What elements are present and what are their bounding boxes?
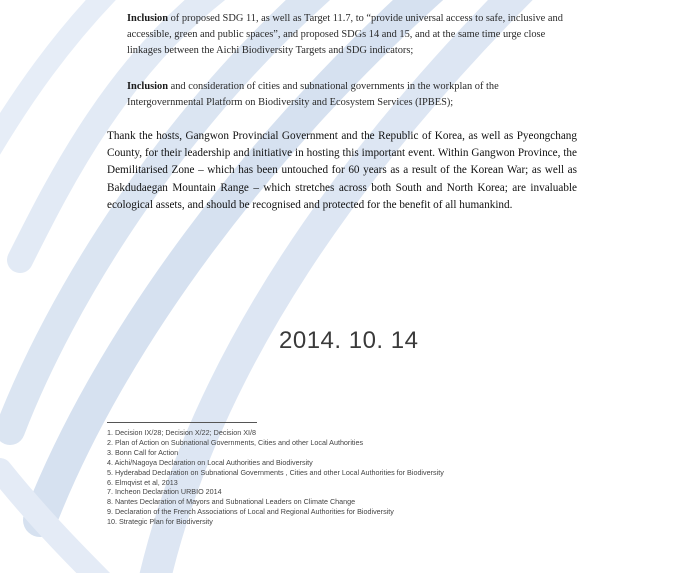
footnote-item: 8. Nantes Declaration of Mayors and Subnational Leaders on Climate Change bbox=[107, 497, 356, 507]
footnote-item: 5. Hyderabad Declaration on Subnational Governments , Cities and other Local Authorities for Biodiversity bbox=[107, 467, 444, 477]
footnote-item: 4. Aichi/Nagoya Declaration on Local Authorities and Biodiversity bbox=[107, 457, 313, 467]
bullet-text: of proposed SDG 11, as well as Target 11.7, to “provide universal access to safe, inclusive and accessible, green and public spaces”, and proposed SDGs 14 and 15, and at the same time urge close linkages between the Aichi Biodiversity Targets and SDG indicators; bbox=[127, 13, 563, 56]
footnote-divider bbox=[107, 422, 257, 423]
footnote-item: 6. Elmqvist et al, 2013 bbox=[107, 477, 178, 487]
footnote-item: 2. Plan of Action on Subnational Governments, Cities and other Local Authorities bbox=[107, 437, 364, 447]
bullet-ipbes-inclusion bbox=[127, 79, 577, 111]
thanks-paragraph: Thank the hosts, Gangwon Provincial Government and the Republic of Korea, as well as Pyeongchang County, for their leadership and initiative in hosting this important event. Within Gangwon Province, the Demilitarised Zone – which has been untouched for 60 years as a result of the Korean War; as well as Bakdudaegan Mountain Range – which stretches across both South and North Korea; are invaluable ecological assets, and should be recognised and protected for the benefit of all humankind. bbox=[107, 130, 577, 211]
footnote-item: 9. Declaration of the French Associations of Local and Regional Authorities for Biodiversity bbox=[107, 507, 394, 517]
bullet-sdg-inclusion bbox=[127, 11, 577, 59]
bullet-lead: Inclusion bbox=[127, 13, 169, 24]
footnote-item: 7. Incheon Declaration URBIO 2014 bbox=[107, 487, 222, 497]
footnote-item: 1. Decision IX/28; Decision X/22; Decision XI/8 bbox=[107, 428, 257, 437]
bullet-text: and consideration of cities and subnational governments in the workplan of the Intergovernmental Platform on Biodiversity and Ecosystem Services (IPBES); bbox=[127, 81, 499, 108]
footnote-item: 10. Strategic Plan for Biodiversity bbox=[107, 517, 213, 527]
bullet-lead: Inclusion bbox=[127, 81, 169, 92]
footnote-item: 3. Bonn Call for Action bbox=[107, 447, 179, 457]
footnote-list bbox=[107, 428, 587, 527]
document-date: 2014. 10. 14 bbox=[279, 327, 419, 354]
